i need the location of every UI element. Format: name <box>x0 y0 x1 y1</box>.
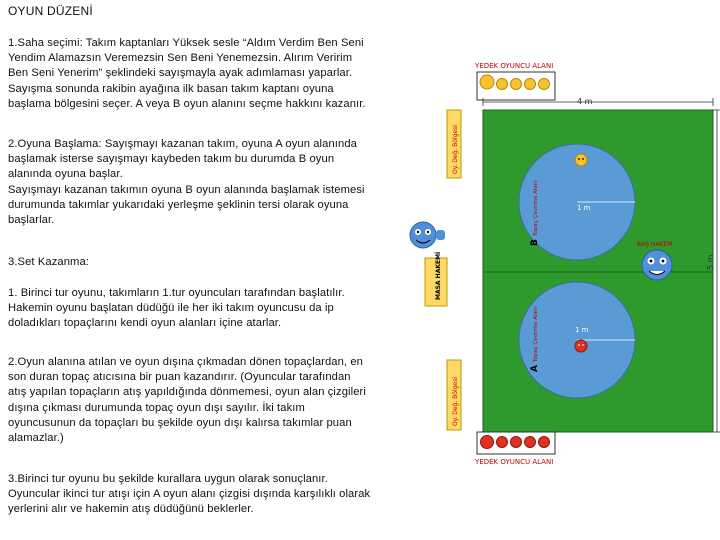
player-b-icon <box>575 154 587 166</box>
paragraph-first-round: 1. Birinci tur oyunu, takımların 1.tur oyuncuları tarafından başlatılır. Hakemin oyunu başlatan düdüğü ile her iki takım oyuncusu da ip doladıkları topaçlarını kendi oyun alanları içine atarlar. <box>8 287 345 330</box>
zone-b-letter: B <box>530 239 540 246</box>
head-referee-label: BAŞ HAKEM <box>637 241 673 248</box>
zone-a-text: Topaç Çevirme Alanı <box>533 306 539 362</box>
zone-a-letter: A <box>530 365 540 372</box>
player-a-icon <box>575 340 587 352</box>
bottom-bench-label: YEDEK OYUNCU ALANI <box>475 458 554 466</box>
length-label: 5 m <box>706 254 715 270</box>
paragraph-scoring: 2.Oyun alanına atılan ve oyun dışına çıkmadan dönen topaçlardan, en son duran topaç atıcısına bir puan kazandırır. (Oyuncular tarafından atış yapılan topaçların atış yapıldığında dönmemesi, oyun alan çizgileri dışına çıkması durumunda topaç oyun dışı sayılır. İki takım oyuncusunun da topaçları bu şekilde oyun dışı kalırsa takımlar puan alamazlar.) <box>8 356 366 445</box>
paragraph-field-selection: 1.Saha seçimi: Takım kaptanları Yüksek sesle “Aldım Verdim Ben Seni Yendim Alamazsın Veremezsin Sen Beni Yenemezsin. Alırım Veririm Ben Seni Yenerim” şeklindeki sayışmayla ayak adımlaması yaparlar. Sayışma sonunda rakibin ayağına ilk basan takım kaptanı oyuna başlama bölgesini seçer. A veya B oyun alanını seçme hakkını kazanır. <box>8 37 366 110</box>
paragraph-second-round: 3.Birinci tur oyunu bu şekilde kurallara uygun olarak sonuçlanır. Oyuncular ikinci tur atışı için A oyun alanı çizgisi dışında karşılıklı olarak yerlerini alır ve hakemin atış düdüğünü beklerler. <box>8 473 371 516</box>
length-dimension-line <box>713 110 720 432</box>
table-referee-icon <box>410 222 445 248</box>
paragraph-game-start: 2.Oyuna Başlama: Sayışmayı kazanan takım, oyuna A oyun alanında başlamak isterse sayışmayı kaybeden takım bu durumda B oyun alanında oyuna başlar. Sayışmayı kazanan takımın oyuna B oyun alanında başlamak istemesi durumunda takımlar yukarıdaki yerleşme şeklinin tersi olarak oyuna başlarlar. <box>8 138 365 227</box>
circle-b-radius-label: 1 m <box>577 204 591 212</box>
table-referee-label: MASA HAKEMİ <box>435 251 442 300</box>
side-zone-bottom-label: Oy. Değ. Bölgesi <box>452 377 459 426</box>
paragraph-set-heading: 3.Set Kazanma: <box>8 256 90 268</box>
page-title: OYUN DÜZENİ <box>8 4 93 18</box>
side-zone-top-label: Oy. Değ. Bölgesi <box>452 125 459 174</box>
court-diagram <box>405 50 720 470</box>
circle-a-radius-label: 1 m <box>575 326 589 334</box>
head-referee-icon <box>642 250 672 280</box>
top-bench-label: YEDEK OYUNCU ALANI <box>475 62 554 70</box>
zone-b-text: Topaç Çevirme Alanı <box>533 180 539 236</box>
width-label: 4 m <box>577 97 593 106</box>
